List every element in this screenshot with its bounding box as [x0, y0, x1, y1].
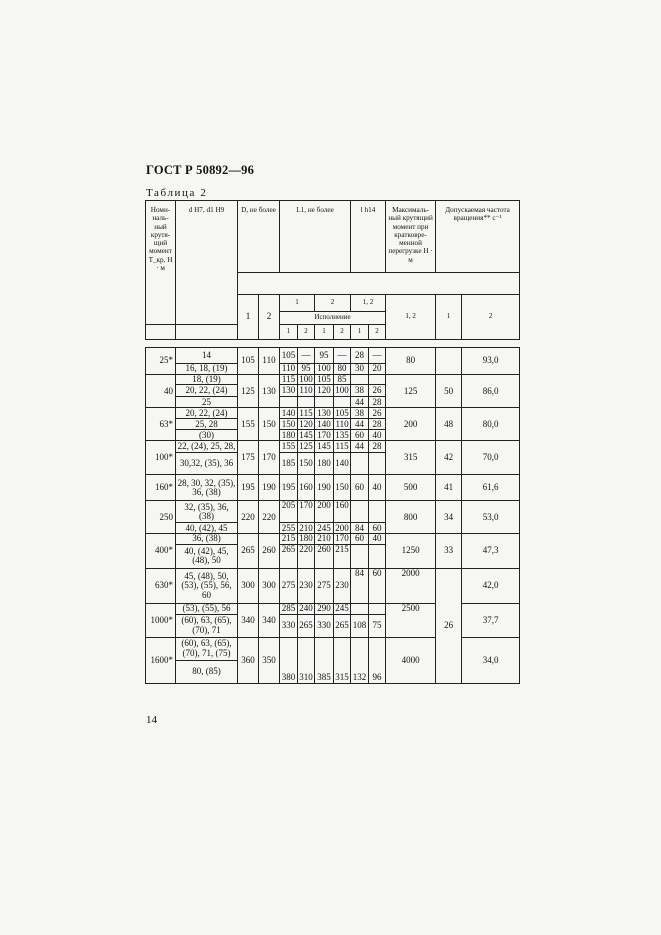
cell-L1: 105 [335, 407, 349, 418]
cell-L1: 265 [280, 544, 298, 568]
cell-L1: 185 [280, 453, 298, 475]
cell-D2: 150 [259, 408, 280, 441]
cell-l [369, 544, 386, 568]
cell-L1: 200 [335, 522, 349, 533]
cell-L1: 170 [298, 501, 315, 523]
cell-D1: 265 [238, 534, 259, 568]
header-max-torque: Максималь-ный крутящий момент при кратковре-менной перегрузке Н · м [386, 201, 436, 273]
cell-L1: 110 [335, 418, 349, 429]
cell-d: 30,32, (35), 36 [176, 453, 238, 475]
cell-freq2: 53,0 [462, 501, 520, 534]
cell-max-torque: 80 [386, 348, 436, 375]
cell-d: 14 [176, 348, 238, 364]
cell-d: 18, (19) [176, 375, 238, 385]
cell-d: 36, (38) [176, 534, 238, 544]
cell-freq1: 34 [436, 501, 462, 534]
cell-d-lower: 80, (85) [192, 666, 221, 677]
cell-L1: 110 [280, 364, 298, 375]
cell-L1: 290 [315, 603, 334, 614]
cell-freq2: 93,0 [462, 348, 520, 375]
cell-max-torque: 2500 [386, 603, 436, 637]
table-row [146, 441, 520, 453]
cell-torque: 1600* [146, 637, 176, 683]
cell-l: 20 [369, 364, 386, 375]
cell-L1 [298, 397, 315, 408]
cell-l: 28 [369, 397, 386, 408]
cell-L1: 285 [280, 603, 298, 614]
table-row [146, 603, 520, 614]
cell-L1: 170 [315, 430, 334, 441]
cell-L1: 130 [315, 408, 334, 419]
cell-D2: 300 [259, 568, 280, 603]
cell-L1: 140 [280, 408, 298, 419]
cell-L1 [280, 397, 298, 408]
cell-l: 84 [351, 523, 369, 534]
cell-l [351, 375, 369, 385]
cell-torque: 25* [146, 348, 176, 375]
cell-d: (60), 63, (65), (70), 71 [176, 614, 238, 637]
header-torque: Номи-наль-ный крутя-щий момент T_кр, Н · м [146, 201, 176, 325]
cell-L1: 105 [315, 375, 334, 385]
cell-l: 75 [369, 614, 386, 637]
cell-D2: 220 [259, 501, 280, 534]
max-torque-ispolnenie: 1, 2 [386, 295, 436, 340]
header-D: D, не более [238, 201, 280, 273]
cell-d [176, 637, 238, 683]
cell-L1: 210 [299, 522, 313, 533]
cell-L1: 150 [334, 475, 351, 501]
cell-L1: 100 [299, 374, 313, 384]
header-frequency: Допускаемая частота вращения** с⁻¹ [436, 201, 520, 273]
cell-max-torque: 200 [386, 408, 436, 441]
cell-L1: 140 [315, 419, 334, 430]
cell-D1: 220 [238, 501, 259, 534]
cell-L1: 210 [315, 534, 334, 544]
cell-l: 60 [369, 523, 386, 534]
cell-l: 96 [369, 637, 386, 683]
cell-L1: 120 [315, 385, 334, 397]
cell-d: 28, 30, 32, (35), 36, (38) [176, 475, 238, 501]
cell-freq2: 80,0 [462, 408, 520, 441]
cell-L1: 230 [298, 568, 315, 603]
cell-max-torque: 800 [386, 501, 436, 534]
cell-l: 26 [369, 408, 386, 419]
cell-D2: 170 [259, 441, 280, 475]
cell-l: 60 [351, 430, 369, 441]
cell-D1: 340 [238, 603, 259, 637]
cell-L1: 230 [334, 568, 351, 603]
cell-l: 84 [351, 568, 369, 603]
cell-L1: 190 [315, 475, 334, 501]
cell-L1: 215 [334, 544, 351, 568]
cell-l: 44 [351, 397, 369, 408]
document-title: ГОСТ Р 50892—96 [146, 163, 255, 177]
cell-d: 20, 22, (24) [176, 385, 238, 397]
table-row [146, 408, 520, 419]
cell-torque: 1000* [146, 603, 176, 637]
cell-max-torque: 315 [386, 441, 436, 475]
cell-L1: 385 [315, 637, 334, 683]
cell-D1: 175 [238, 441, 259, 475]
cell-freq2: 61,6 [462, 475, 520, 501]
cell-l: 38 [351, 385, 369, 397]
cell-L1: 155 [280, 441, 298, 453]
cell-L1: 330 [280, 614, 298, 637]
cell-L1: 80 [334, 364, 351, 375]
cell-max-torque: 2000 [386, 568, 436, 603]
cell-freq2: 47,3 [462, 534, 520, 568]
cell-L1: 245 [315, 523, 334, 534]
header-blank [146, 325, 176, 340]
cell-l [369, 453, 386, 475]
cell-l [369, 375, 386, 385]
cell-L1: 195 [280, 475, 298, 501]
cell-D1: 155 [238, 408, 259, 441]
cell-d: 45, (48), 50, (53), (55), 56, 60 [176, 568, 238, 603]
cell-L1: 160 [334, 501, 351, 523]
L1-sub-2b: 2 [334, 325, 351, 340]
header-l: l h14 [351, 201, 386, 273]
cell-L1: 275 [280, 568, 298, 603]
cell-L1: 145 [315, 441, 334, 453]
cell-freq1: 33 [436, 534, 462, 568]
cell-L1: 205 [280, 501, 298, 523]
table-row [146, 637, 520, 683]
cell-L1: 140 [334, 453, 351, 475]
table-row [146, 375, 520, 385]
cell-l: 132 [351, 637, 369, 683]
cell-D2: 260 [259, 534, 280, 568]
cell-d: 25, 28 [176, 419, 238, 430]
cell-L1: 115 [299, 407, 313, 418]
cell-l: 60 [351, 534, 369, 544]
cell-max-torque: 125 [386, 375, 436, 408]
cell-l [351, 544, 369, 568]
cell-L1: 215 [280, 534, 298, 544]
cell-L1: 95 [298, 364, 315, 375]
cell-L1: 100 [315, 364, 334, 375]
page-number: 14 [146, 714, 157, 726]
cell-L1: 125 [299, 441, 313, 452]
L1-sub-1: 1 [280, 325, 298, 340]
cell-L1: 160 [298, 475, 315, 501]
cell-L1: 260 [315, 544, 334, 568]
cell-l: 28 [369, 441, 386, 453]
cell-L1: 100 [335, 385, 349, 396]
cell-l [369, 603, 386, 614]
header-L1: L1, не более [280, 201, 351, 273]
cell-L1: 240 [299, 603, 313, 614]
cell-l [351, 603, 369, 614]
cell-l [351, 501, 369, 523]
cell-L1: 115 [335, 441, 349, 452]
cell-l: 44 [351, 441, 369, 453]
cell-d: 40, (42), 45 [176, 523, 238, 534]
cell-l: 28 [369, 419, 386, 430]
table-row [146, 534, 520, 544]
cell-torque: 160* [146, 475, 176, 501]
cell-L1: 105 [280, 348, 298, 364]
cell-freq1: 42 [436, 441, 462, 475]
cell-L1: 95 [315, 348, 334, 364]
cell-L1: 130 [280, 385, 298, 397]
cell-l: 30 [351, 364, 369, 375]
cell-freq1: 50 [436, 375, 462, 408]
cell-l [369, 501, 386, 523]
cell-l: 108 [351, 614, 369, 637]
l-sub-2: 2 [369, 325, 386, 340]
specification-table [145, 200, 520, 684]
header-spacer [238, 273, 520, 295]
cell-l: 40 [369, 534, 386, 544]
cell-freq2: 70,0 [462, 441, 520, 475]
cell-d-upper: (60), 63, (65), (70), 71, (75) [176, 638, 237, 661]
cell-L1: 115 [280, 375, 298, 385]
cell-L1: 135 [335, 429, 349, 440]
cell-l: 26 [369, 385, 386, 397]
cell-L1: 180 [315, 453, 334, 475]
cell-l: 40 [369, 430, 386, 441]
L1-group-1: 1 [280, 295, 315, 312]
cell-L1: 150 [298, 453, 315, 475]
cell-L1: 180 [280, 430, 298, 441]
D-ispolnenie-1: 1 [238, 295, 259, 340]
cell-L1: 265 [298, 614, 315, 637]
cell-freq1: 48 [436, 408, 462, 441]
cell-L1: 330 [315, 614, 334, 637]
cell-L1: 85 [334, 375, 351, 385]
cell-d: 32, (35), 36, (38) [176, 501, 238, 523]
L1-sub-2: 2 [298, 325, 315, 340]
cell-torque: 40 [146, 375, 176, 408]
cell-l: 60 [351, 475, 369, 501]
cell-L1: — [298, 348, 315, 364]
cell-D2: 130 [259, 375, 280, 408]
cell-D1: 125 [238, 375, 259, 408]
cell-L1: 170 [335, 533, 349, 544]
cell-freq1: 26 [436, 568, 462, 683]
header-d: d H7, d1 H9 [176, 201, 238, 325]
table-row [146, 475, 520, 501]
cell-D2: 340 [259, 603, 280, 637]
table-row [146, 501, 520, 523]
cell-torque: 400* [146, 534, 176, 568]
cell-L1: 110 [299, 385, 313, 396]
cell-d: 40, (42), 45, (48), 50 [176, 544, 238, 568]
cell-d: (53), (55), 56 [176, 603, 238, 614]
cell-l: — [369, 348, 386, 364]
cell-freq2: 42,0 [462, 568, 520, 603]
cell-D1: 360 [238, 637, 259, 683]
cell-L1: 180 [299, 533, 313, 544]
cell-freq1 [436, 348, 462, 375]
cell-D2: 350 [259, 637, 280, 683]
D-ispolnenie-2: 2 [259, 295, 280, 340]
cell-D1: 300 [238, 568, 259, 603]
cell-torque: 250 [146, 501, 176, 534]
cell-L1: 265 [334, 614, 351, 637]
cell-d: 16, 18, (19) [176, 364, 238, 375]
cell-l: 28 [351, 348, 369, 364]
cell-l: 60 [369, 568, 386, 603]
table-caption: Таблица 2 [146, 187, 208, 199]
cell-max-torque: 1250 [386, 534, 436, 568]
cell-L1: 200 [315, 501, 334, 523]
cell-L1: 310 [298, 637, 315, 683]
header-blank [176, 325, 238, 340]
l-sub-1: 1 [351, 325, 369, 340]
cell-L1: 275 [315, 568, 334, 603]
cell-freq2: 34,0 [462, 637, 520, 683]
cell-L1: 145 [299, 429, 313, 440]
table-row [146, 568, 520, 603]
L1-sub-1b: 1 [315, 325, 334, 340]
ispolnenie-label: Исполнение [280, 312, 386, 325]
cell-L1: — [334, 348, 351, 364]
header-gap [146, 340, 520, 348]
cell-D1: 195 [238, 475, 259, 501]
L1-group-2: 2 [315, 295, 351, 312]
cell-L1: 245 [335, 603, 349, 614]
cell-max-torque: 500 [386, 475, 436, 501]
cell-L1 [315, 397, 334, 408]
cell-l: 40 [369, 475, 386, 501]
cell-freq2: 86,0 [462, 375, 520, 408]
cell-D2: 190 [259, 475, 280, 501]
cell-freq2: 37,7 [462, 603, 520, 637]
cell-L1: 150 [280, 419, 298, 430]
l-group-12: 1, 2 [351, 295, 386, 312]
cell-L1: 220 [298, 544, 315, 568]
cell-L1: 380 [280, 637, 298, 683]
cell-d: 20, 22, (24) [176, 408, 238, 419]
cell-d: 22, (24), 25, 28, [176, 441, 238, 453]
cell-freq1: 41 [436, 475, 462, 501]
cell-torque: 63* [146, 408, 176, 441]
cell-d: (30) [176, 430, 238, 441]
table-row [146, 348, 520, 364]
cell-l [351, 453, 369, 475]
cell-d: 25 [176, 397, 238, 408]
cell-L1: 315 [334, 637, 351, 683]
cell-torque: 100* [146, 441, 176, 475]
freq-ispolnenie-2: 2 [462, 295, 520, 340]
cell-L1 [334, 397, 351, 408]
cell-max-torque: 4000 [386, 637, 436, 683]
cell-L1: 255 [280, 523, 298, 534]
cell-l: 38 [351, 408, 369, 419]
cell-l: 44 [351, 419, 369, 430]
cell-D2: 110 [259, 348, 280, 375]
freq-ispolnenie-1: 1 [436, 295, 462, 340]
cell-torque: 630* [146, 568, 176, 603]
cell-D1: 105 [238, 348, 259, 375]
cell-L1: 120 [299, 418, 313, 429]
